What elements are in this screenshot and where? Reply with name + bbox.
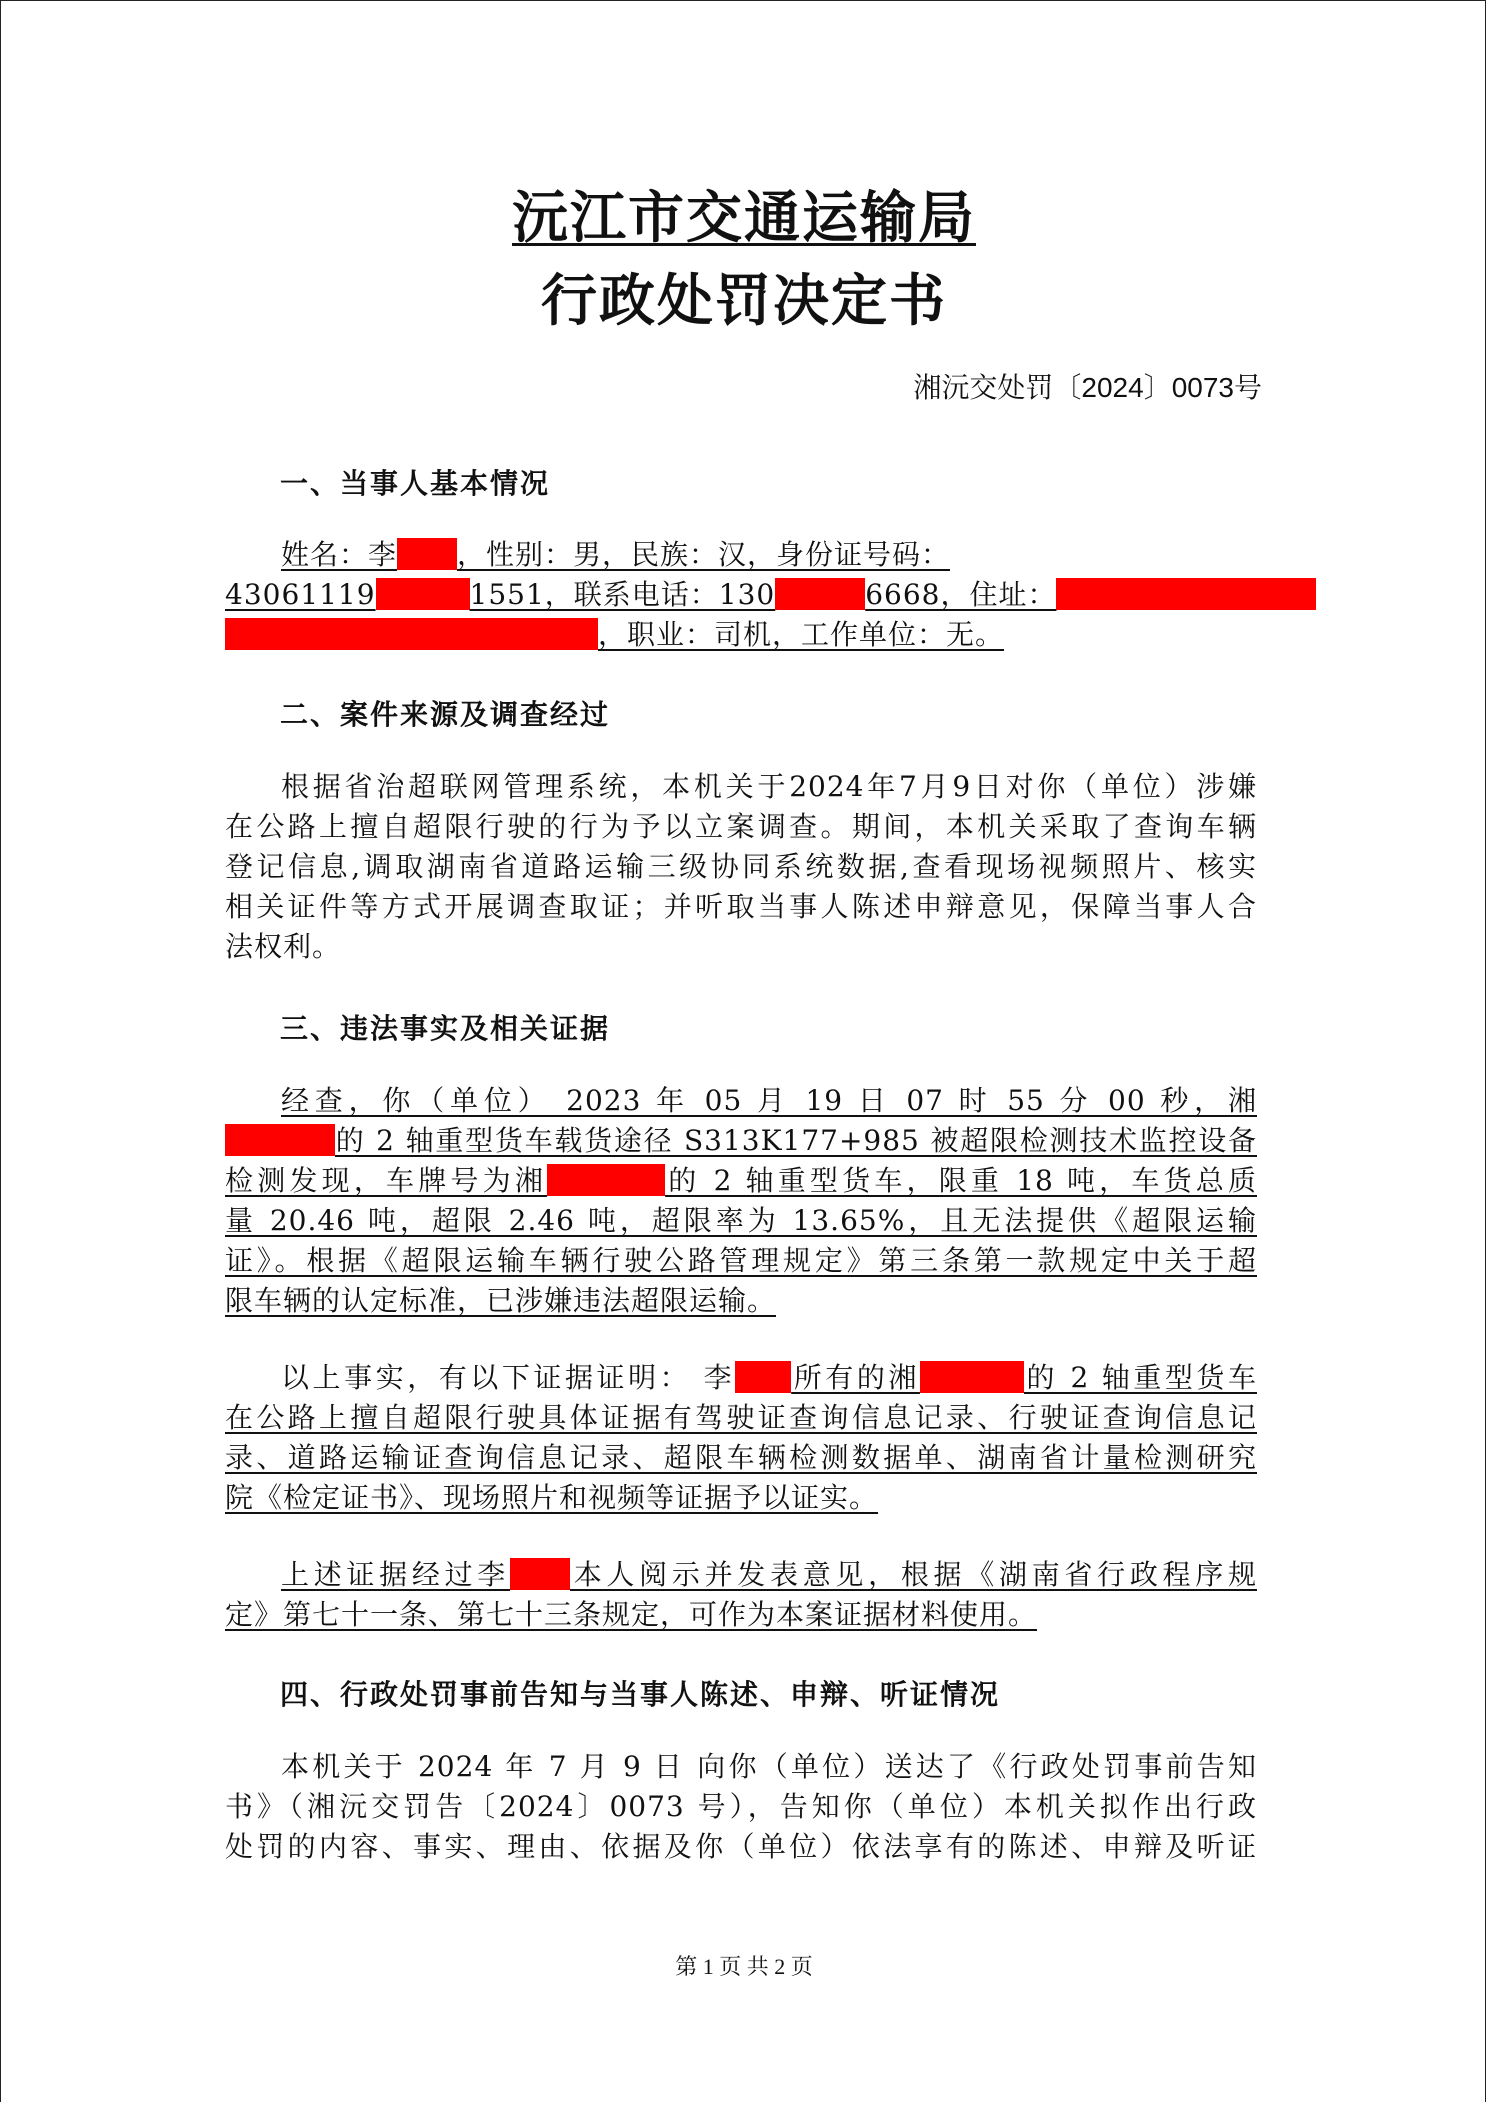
redaction-block (547, 1164, 665, 1196)
redaction-block (225, 618, 598, 650)
section-heading-violation-facts: 三、违法事实及相关证据 (280, 1012, 611, 1045)
evidence-review-paragraph: 上述证据经过李 本人阅示并发表意见，根据《湖南省行政程序规 定》第七十一条、第七十三条规定，可作为本案证据材料使用。 (225, 1558, 1257, 1631)
redaction-block (225, 1124, 335, 1156)
section-heading-prior-notice: 四、行政处罚事前告知与当事人陈述、申辩、听证情况 (280, 1678, 1001, 1711)
prior-notice-paragraph: 本机关于 2024 年 7 月 9 日 向你（单位）送达了《行政处罚事前告知 书》（湘沅交罚告〔2024〕0073 号），告知你（单位）本机关拟作出行政 处罚的内容、事实、理由、依据及你（单位）依法享有的陈述、申辩及听证 (225, 1750, 1257, 1863)
redaction-block (1056, 578, 1316, 610)
page-footer: 第 1 页 共 2 页 (675, 1954, 813, 1979)
violation-facts-paragraph: 经查，你（单位） 2023 年 05 月 19 日 07 时 55 分 00 秒，湘 的 2 轴重型货车载货途径 S313K177+985 被超限检测技术监控设备 检测发现，车牌号为湘 的 2 轴重型货车，限重 18 吨，车货总质 量 20.46 吨，超限 2.46 吨，超限率为 13.65%，且无法提供《超限运输 证》。根据《超限运输车辆行驶公路管理规定》第三条第一款规定中关于超 限车辆的认定标准，已涉嫌违法超限运输。 (225, 1084, 1257, 1317)
evidence-paragraph: 以上事实，有以下证据证明： 李 所有的湘 的 2 轴重型货车 在公路上擅自超限行驶具体证据有驾驶证查询信息记录、行驶证查询信息记 录、道路运输证查询信息记录、超限车辆检测数据单、湖南省计量检测研究 院《检定证书》、现场照片和视频等证据予以证实。 (225, 1361, 1257, 1514)
redaction-block (735, 1361, 791, 1393)
party-info-paragraph: 姓名：李 ，性别：男，民族：汉，身份证号码： 43061119 1551，联系电话：130 6668，住址： ，职业：司机，工作单位：无。 (225, 535, 1257, 655)
redaction-block (376, 578, 470, 610)
redaction-block (775, 578, 865, 610)
document-title-agency: 沅江市交通运输局 (512, 185, 976, 251)
section-heading-case-source: 二、案件来源及调查经过 (280, 698, 611, 731)
case-source-paragraph: 根据省治超联网管理系统，本机关于2024年7月9日对你（单位）涉嫌 在公路上擅自超限行驶的行为予以立案调查。期间，本机关采取了查询车辆 登记信息,调取湖南省道路运输三级协同系统数据,查看现场视频照片、核实 相关证件等方式开展调查取证；并听取当事人陈述申辩意见，保障当事人合 法权利。 (225, 770, 1257, 963)
redaction-block (397, 538, 457, 570)
redaction-block (920, 1361, 1024, 1393)
section-heading-party-info: 一、当事人基本情况 (280, 467, 551, 500)
document-title-type: 行政处罚决定书 (541, 268, 947, 334)
redaction-block (510, 1558, 570, 1590)
document-number: 湘沅交处罚〔2024〕0073号 (913, 372, 1262, 403)
